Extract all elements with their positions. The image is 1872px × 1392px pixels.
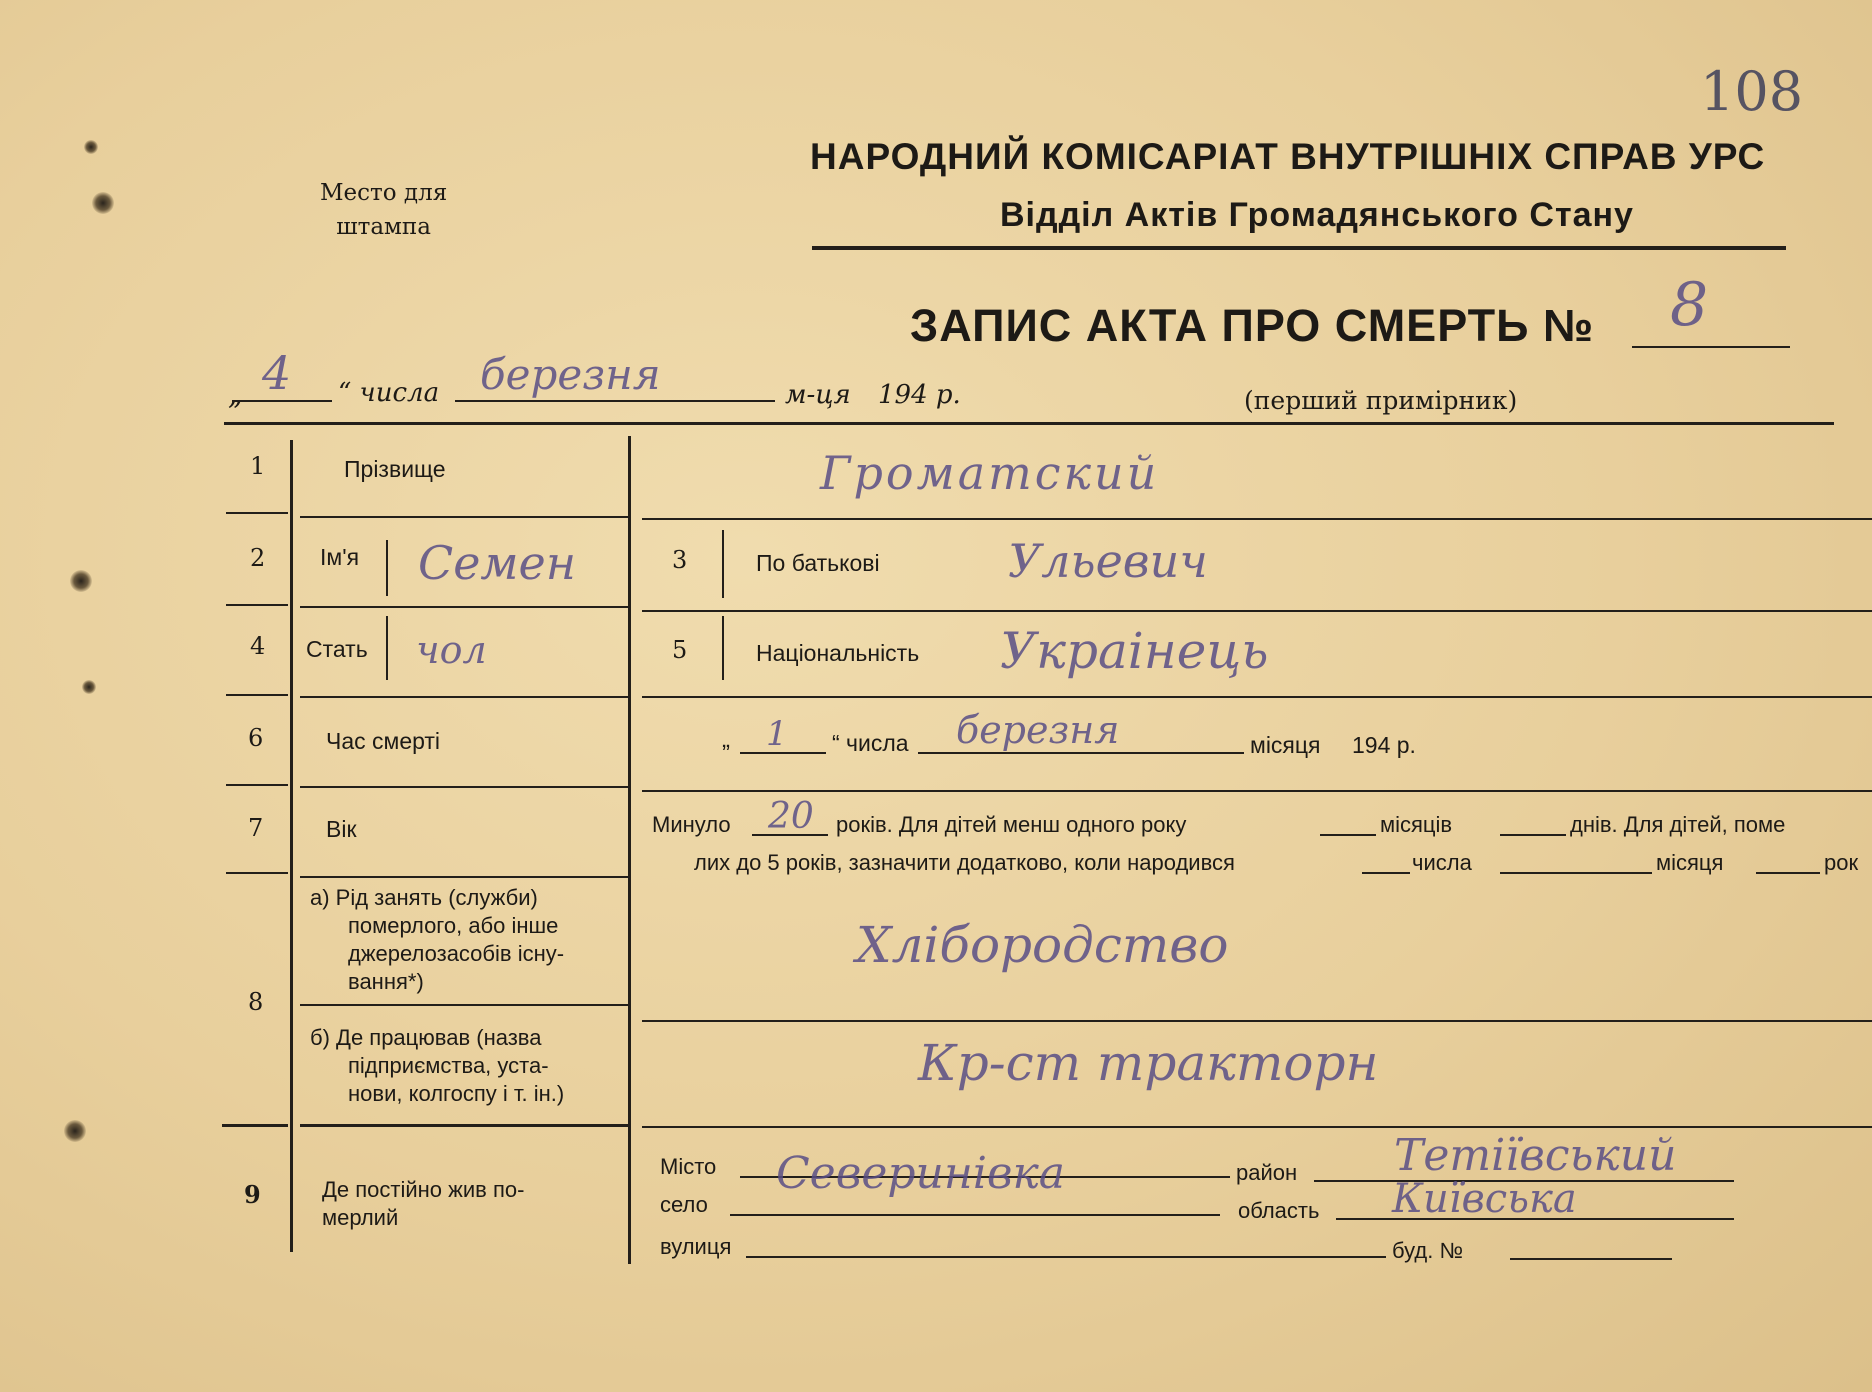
- row-6-rule-c: [642, 790, 1872, 792]
- district-label: район: [1236, 1160, 1298, 1185]
- row-7-rule-a: [226, 872, 288, 874]
- issuer-title: НАРОДНИЙ КОМІСАРІАТ ВНУТРІШНІХ СПРАВ УРС: [810, 136, 1766, 177]
- city-label: Місто: [660, 1154, 717, 1179]
- row-1-rule-b: [300, 516, 630, 518]
- death-time-label: Час смерті: [326, 728, 441, 754]
- residence-label: [322, 1176, 524, 1232]
- village-label: село: [660, 1192, 708, 1217]
- occupation-label-line-3: джерелозасобів існу-: [348, 941, 565, 966]
- row-number-5: 5: [672, 636, 688, 664]
- city-value: Северинівка: [776, 1148, 1066, 1199]
- nationality-divider: [722, 616, 724, 680]
- death-day-label: “ числа: [832, 730, 909, 756]
- sex-value: чол: [416, 628, 487, 672]
- death-month-line: [918, 752, 1244, 754]
- row-2-rule-b: [300, 606, 630, 608]
- district-value: Тетіївський: [1394, 1130, 1677, 1181]
- name-inner-divider: [386, 540, 388, 596]
- row-number-4: 4: [250, 632, 266, 660]
- nationality-label: Національність: [756, 640, 920, 666]
- date-day-label: “ числа: [338, 378, 440, 408]
- building-line: [1510, 1258, 1672, 1260]
- age-years-text: років. Для дітей менш одного року: [836, 812, 1187, 837]
- row-8-rule-b: [300, 1124, 630, 1127]
- death-month-label: місяця: [1250, 732, 1321, 758]
- building-label: буд. №: [1392, 1238, 1464, 1263]
- row-4-rule-a: [226, 694, 288, 696]
- row-2-rule-c: [642, 610, 1872, 612]
- date-open-quote: „: [228, 378, 243, 411]
- row-number-7: 7: [248, 814, 264, 842]
- death-year-label: 194 р.: [1352, 732, 1416, 758]
- punch-hole-1: [92, 192, 114, 214]
- row-number-1: 1: [250, 452, 266, 480]
- first-name-label: Ім'я: [320, 544, 360, 570]
- nationality-value: Украінець: [1000, 622, 1269, 680]
- record-title: ЗАПИС АКТА ПРО СМЕРТЬ №: [910, 300, 1595, 351]
- num-col-divider: [290, 440, 293, 1252]
- date-month-value: березня: [480, 350, 661, 399]
- age-years-value: 20: [768, 796, 814, 837]
- occupation-value: Хлібородство: [856, 916, 1229, 974]
- row-number-8: 8: [248, 988, 264, 1016]
- row-1-rule-c: [642, 518, 1872, 520]
- surname-label: Прізвище: [344, 456, 446, 482]
- age-months-label: місяців: [1380, 812, 1453, 837]
- row-number-2: 2: [250, 544, 266, 572]
- punch-hole-3: [64, 1120, 86, 1142]
- row-7-rule-b: [300, 876, 630, 878]
- age-birth-day-line: [1362, 872, 1410, 874]
- age-passed-label: Минуло: [652, 812, 731, 837]
- row-number-9: 9: [244, 1180, 261, 1209]
- table-top-rule: [224, 422, 1834, 425]
- death-month-value: березня: [956, 708, 1120, 752]
- row-2-rule-a: [226, 604, 288, 606]
- first-name-value: Семен: [418, 536, 577, 590]
- date-year-label: 194 р.: [878, 380, 961, 410]
- patronymic-value: Ульевич: [1008, 534, 1208, 588]
- row-8a-rule-c: [642, 1020, 1872, 1022]
- death-day-value: 1: [766, 714, 788, 754]
- region-label: область: [1238, 1198, 1320, 1223]
- record-number-value: 8: [1670, 270, 1709, 340]
- residence-label-line-2: мерлий: [322, 1205, 399, 1230]
- row-6-rule-b: [300, 786, 630, 788]
- street-label: вулиця: [660, 1234, 732, 1259]
- age-days-line: [1500, 834, 1566, 836]
- date-day-value: 4: [262, 346, 292, 400]
- copy-label: (перший примірник): [1244, 386, 1518, 415]
- occupation-label-line-4: вання*): [348, 969, 424, 994]
- row-4-rule-c: [642, 696, 1872, 698]
- record-number-line: [1632, 346, 1790, 348]
- date-month-line: [455, 400, 775, 402]
- age-birth-year-label: рок: [1824, 850, 1859, 875]
- street-line: [746, 1256, 1386, 1258]
- residence-label-line-1: Де постійно жив по-: [322, 1177, 525, 1202]
- row-1-rule-a: [226, 512, 288, 514]
- workplace-label-line-2: підприємства, уста-: [348, 1053, 549, 1078]
- workplace-value: Кр-ст тракторн: [918, 1034, 1379, 1092]
- punch-hole-4: [84, 140, 98, 154]
- header-rule: [812, 246, 1786, 250]
- age-birth-text: лих до 5 років, зазначити додатково, коли народився: [694, 850, 1235, 875]
- workplace-label: [310, 1024, 630, 1108]
- department-title: Відділ Актів Громадянського Стану: [1000, 196, 1634, 234]
- age-birth-year-line: [1756, 872, 1820, 874]
- row-8-rule-a: [222, 1124, 288, 1127]
- row-6-rule-a: [226, 784, 288, 786]
- sex-inner-divider: [386, 616, 388, 680]
- stamp-place-label: [320, 176, 447, 244]
- row-8a-rule: [300, 1004, 630, 1006]
- date-day-line: [232, 400, 332, 402]
- patronymic-divider: [722, 530, 724, 598]
- village-line: [730, 1214, 1220, 1216]
- age-birth-month-label: місяця: [1656, 850, 1724, 875]
- punch-hole-2: [70, 570, 92, 592]
- patronymic-label: По батькові: [756, 550, 880, 576]
- row-4-rule-b: [300, 696, 630, 698]
- age-months-line: [1320, 834, 1376, 836]
- age-label: Вік: [326, 816, 357, 842]
- region-value: Київська: [1392, 1176, 1577, 1222]
- occupation-label-line-2: померлого, або інше: [348, 913, 559, 938]
- age-days-text: днів. Для дітей, поме: [1570, 812, 1786, 837]
- occupation-label: [310, 884, 630, 996]
- surname-value: Громатский: [820, 446, 1160, 500]
- stamp-place-line-2: штампа: [336, 214, 431, 240]
- occupation-label-line-1: а) Рід занять (служби): [310, 885, 538, 910]
- age-birth-day-label: числа: [1412, 850, 1472, 875]
- mid-col-divider: [628, 436, 631, 1264]
- workplace-label-line-1: б) Де працював (назва: [310, 1025, 542, 1050]
- date-month-label: м-ця: [785, 380, 851, 410]
- stamp-place-line-1: Место для: [320, 180, 448, 206]
- row-8-rule-c: [642, 1126, 1872, 1128]
- row-number-6: 6: [248, 724, 264, 752]
- workplace-label-line-3: нови, колгоспу і т. ін.): [348, 1081, 565, 1106]
- archive-page-number: 108: [1700, 60, 1804, 123]
- punch-hole-5: [82, 680, 96, 694]
- row-number-3: 3: [672, 546, 688, 574]
- sex-label: Стать: [306, 636, 368, 662]
- death-open-quote: „: [722, 726, 730, 753]
- age-birth-month-line: [1500, 872, 1652, 874]
